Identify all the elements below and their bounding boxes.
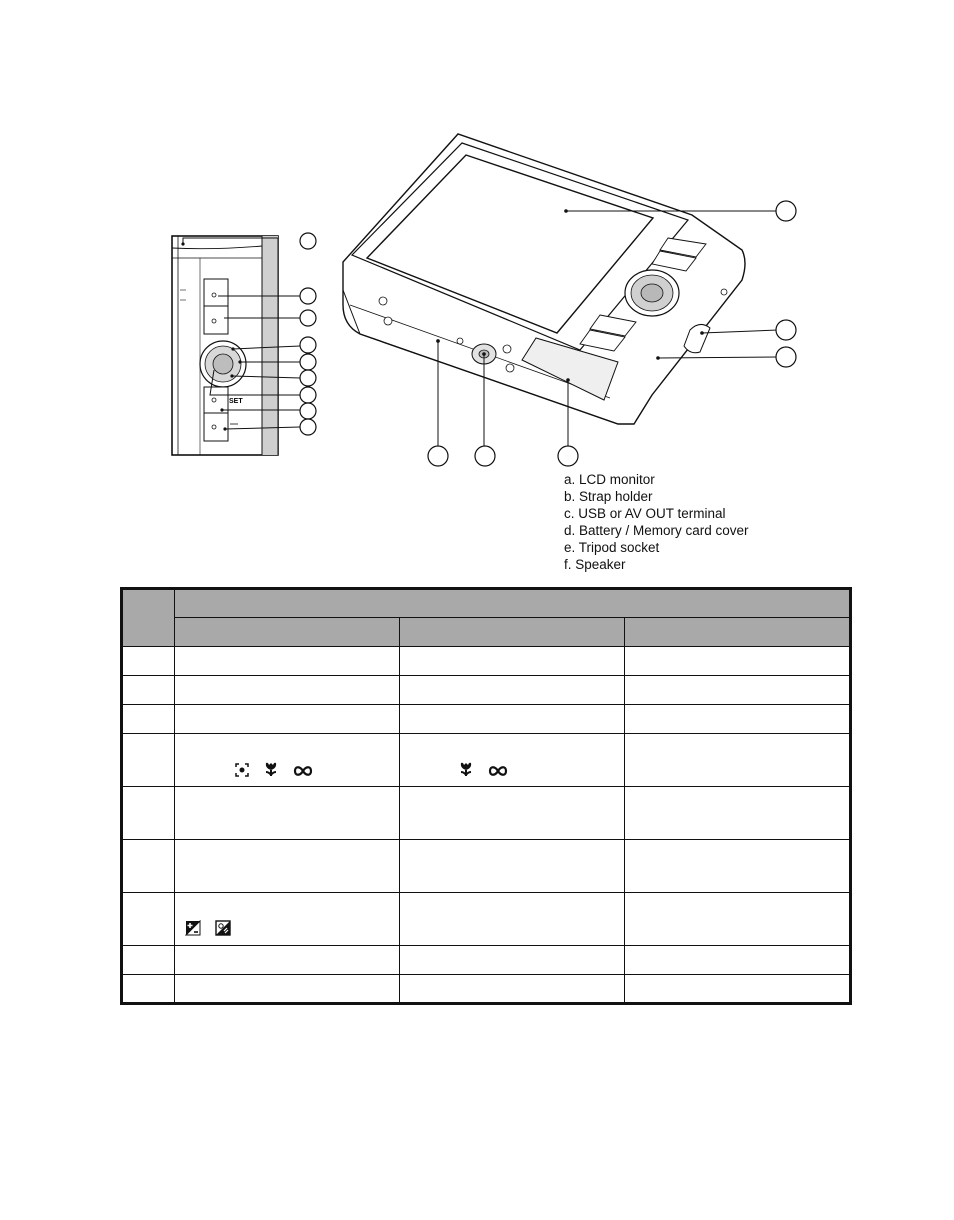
table-cell — [175, 676, 400, 705]
table-cell — [175, 787, 400, 840]
table-cell — [175, 975, 400, 1004]
table-cell-num — [122, 705, 175, 734]
table-header-row-1 — [122, 589, 851, 618]
table-cell-num — [122, 893, 175, 946]
table-cell-num — [122, 946, 175, 975]
table-row — [122, 975, 851, 1004]
table-cell-num — [122, 787, 175, 840]
legend-item-f: f. Speaker — [564, 557, 626, 572]
macro-flower-icon — [263, 761, 279, 780]
table-row — [122, 787, 851, 840]
table-cell — [400, 893, 625, 946]
table-cell — [625, 734, 851, 787]
legend-item-a: a. LCD monitor — [564, 472, 655, 487]
table-row — [122, 647, 851, 676]
table-row — [122, 734, 851, 787]
table-cell — [400, 787, 625, 840]
table-header-col-1 — [175, 618, 400, 647]
legend-item-e: e. Tripod socket — [564, 540, 660, 555]
table-cell-num — [122, 975, 175, 1004]
table-cell-num — [122, 734, 175, 787]
table-cell — [400, 676, 625, 705]
table-cell — [400, 647, 625, 676]
table-row — [122, 946, 851, 975]
table-row — [122, 893, 851, 946]
table-header-row-2 — [122, 618, 851, 647]
table-header-col-3 — [625, 618, 851, 647]
cell-icon-group — [175, 764, 399, 786]
legend-item-b: b. Strap holder — [564, 489, 653, 504]
table-cell-num — [122, 840, 175, 893]
table-row — [122, 705, 851, 734]
table-cell — [400, 975, 625, 1004]
table-cell — [625, 893, 851, 946]
table-row — [122, 676, 851, 705]
infinity-icon — [488, 765, 508, 780]
table-row — [122, 840, 851, 893]
parts-legend — [564, 471, 749, 573]
camera-rear-view — [343, 134, 745, 424]
table-cell — [625, 840, 851, 893]
cell-icon-group — [175, 923, 399, 945]
spec-table — [120, 587, 852, 1005]
table-cell — [625, 705, 851, 734]
legend-item-d: d. Battery / Memory card cover — [564, 523, 749, 538]
camera-figure — [0, 0, 954, 590]
table-cell — [175, 647, 400, 676]
table-cell — [625, 975, 851, 1004]
table-body — [122, 647, 851, 1004]
macro-flower-icon — [458, 761, 474, 780]
table-cell — [175, 893, 400, 946]
exposure-compensation-icon — [185, 920, 201, 939]
table-cell — [400, 840, 625, 893]
camera-side-view — [172, 233, 316, 455]
table-cell — [175, 946, 400, 975]
table-cell — [400, 705, 625, 734]
table-header-group-cell — [175, 589, 851, 618]
table-cell — [400, 946, 625, 975]
af-area-icon — [235, 763, 249, 780]
table-cell — [175, 705, 400, 734]
table-header-num-cell — [122, 589, 175, 647]
table-cell — [625, 676, 851, 705]
side-callout-circles — [300, 233, 316, 435]
table-header-col-2 — [400, 618, 625, 647]
table-cell — [625, 647, 851, 676]
infinity-icon — [293, 765, 313, 780]
table-cell — [625, 946, 851, 975]
legend-item-c: c. USB or AV OUT terminal — [564, 506, 726, 521]
table-cell-num — [122, 647, 175, 676]
set-label: SET — [229, 398, 243, 405]
backlight-icon — [215, 920, 231, 939]
cell-icon-group — [400, 764, 624, 786]
table-cell — [625, 787, 851, 840]
table-cell — [175, 734, 400, 787]
table-cell-num — [122, 676, 175, 705]
table-cell — [400, 734, 625, 787]
table-cell — [175, 840, 400, 893]
